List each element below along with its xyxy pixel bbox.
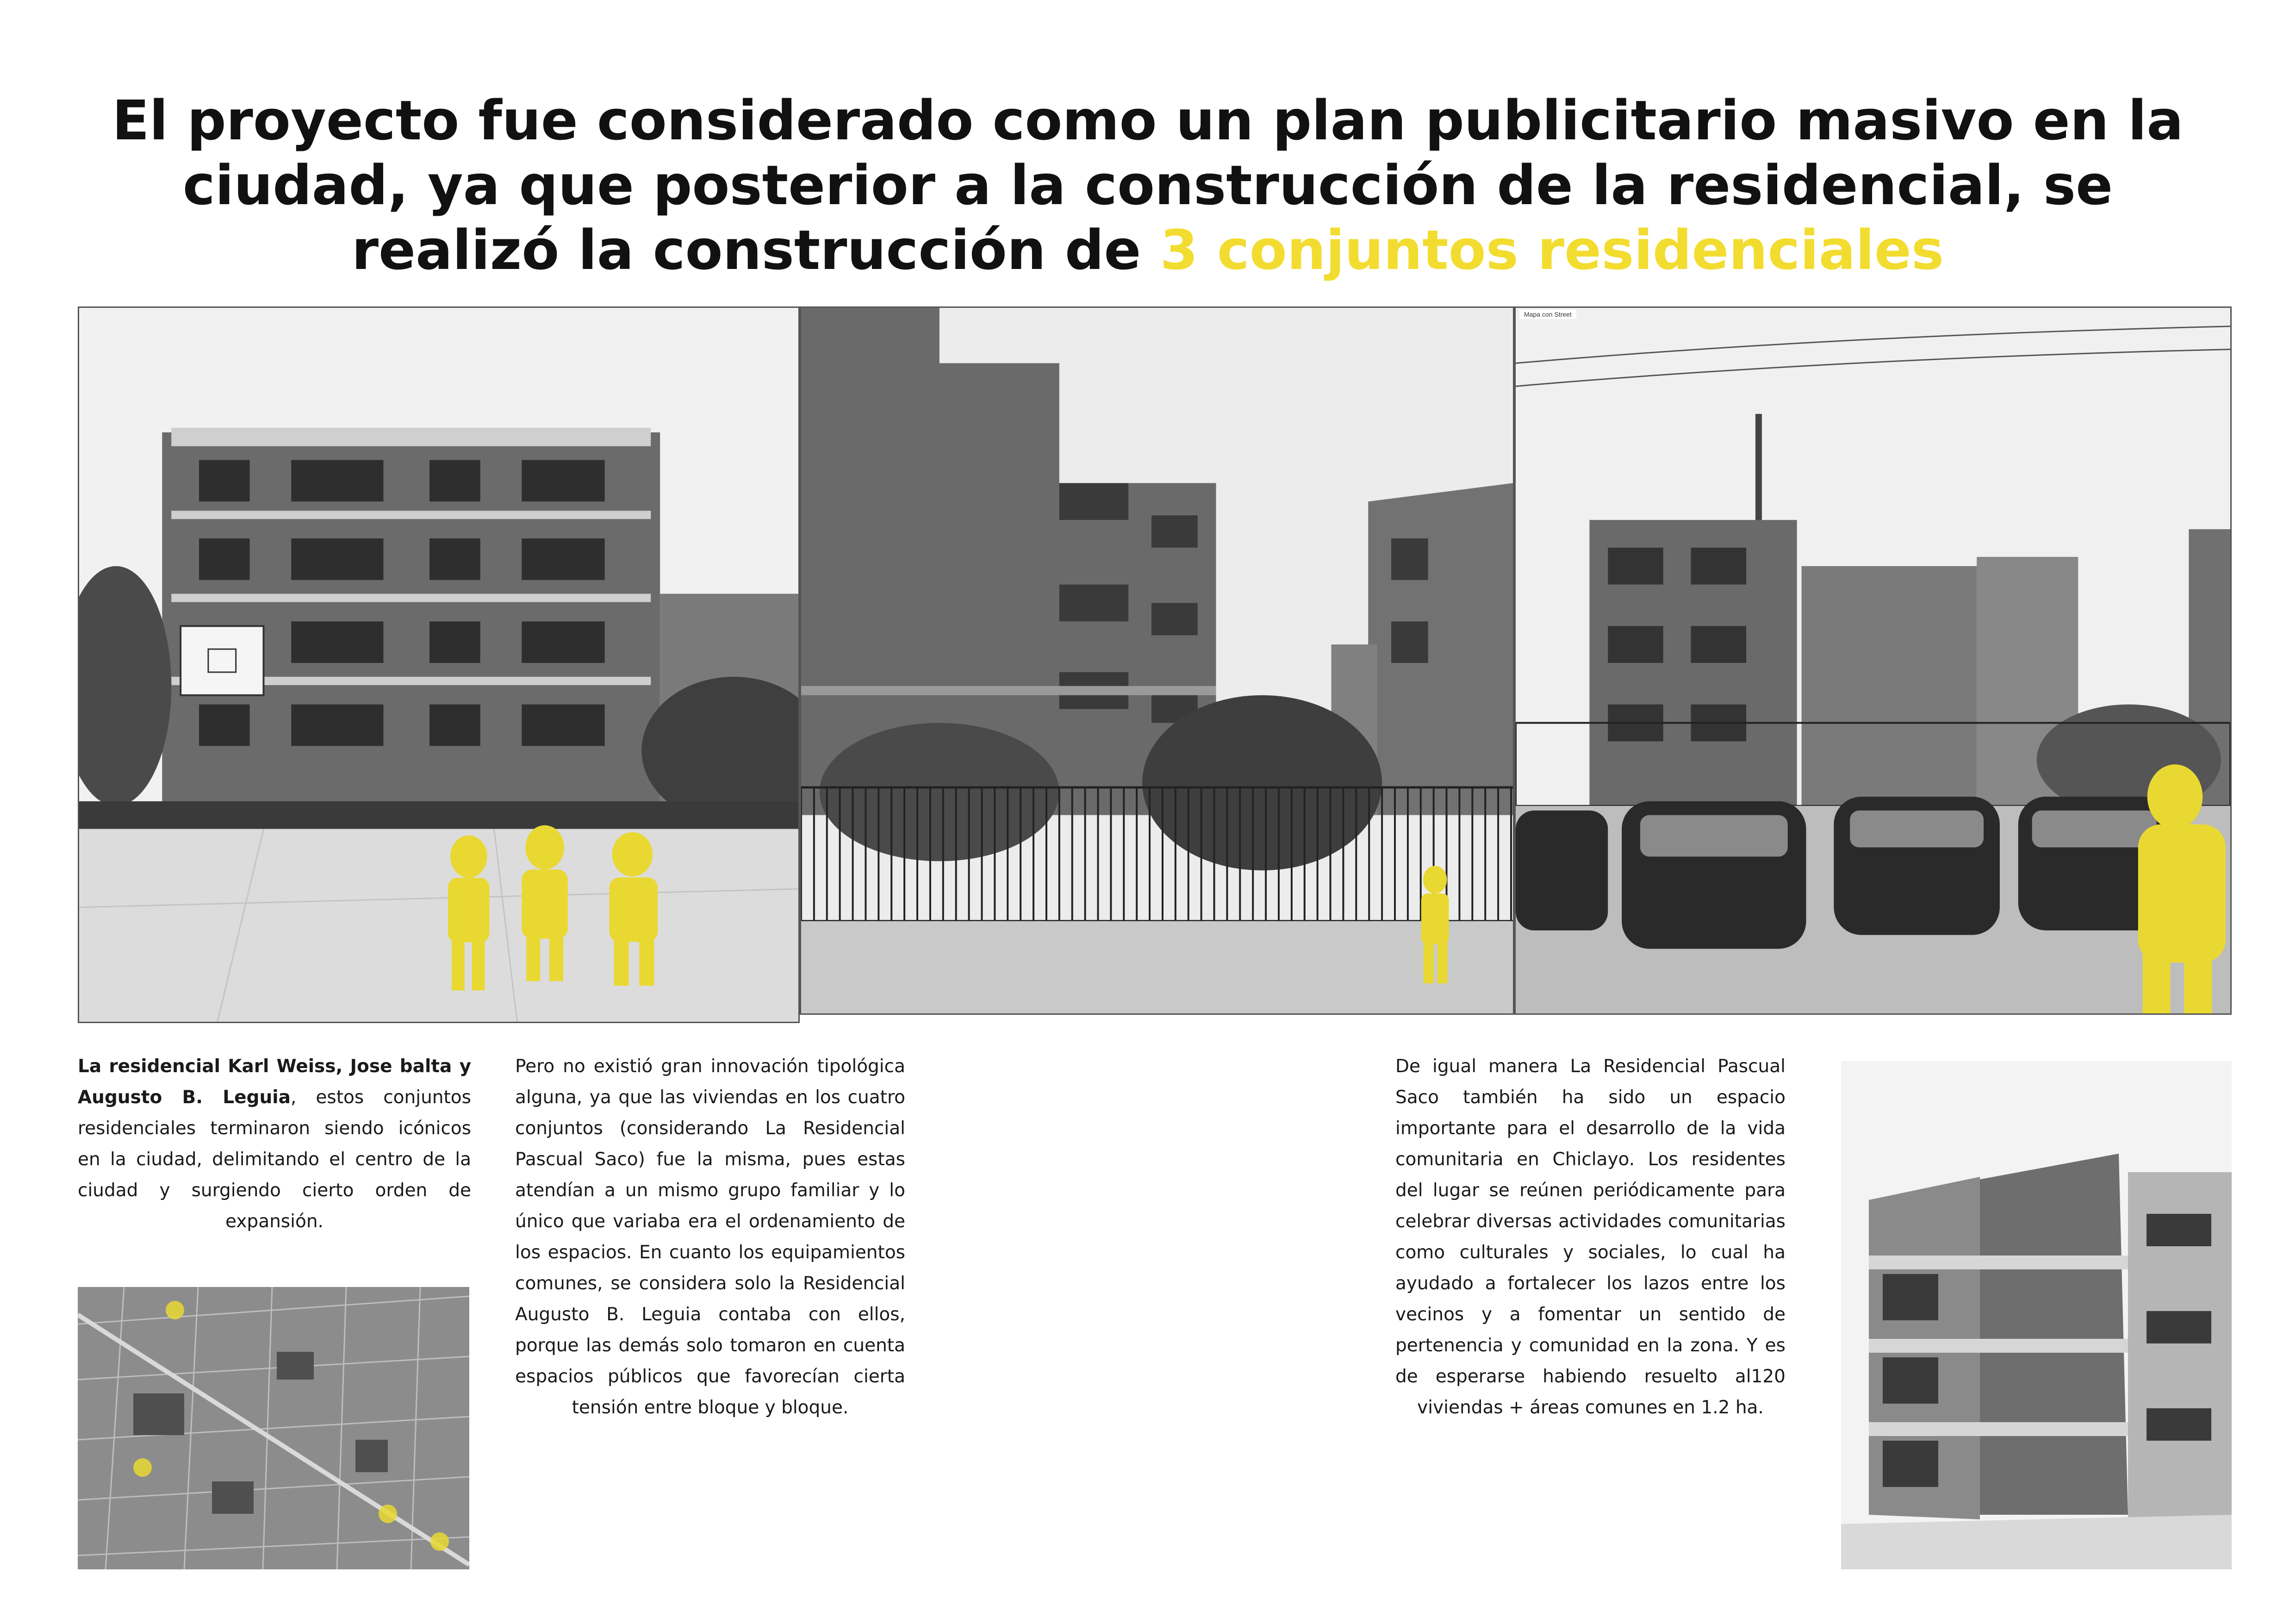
aerial-map	[78, 1287, 469, 1569]
photo-parked-cars	[1514, 306, 2232, 1015]
title-main: El proyecto fue considerado como un plan publicitario masivo en la ciudad, ya que posterior a la construcción de la residencial, se realizó la construcción de	[112, 88, 2184, 282]
paragraph-rest: , estos conjuntos residenciales terminaron siendo icónicos en la ciudad, delimitando el centro de la ciudad y surgiendo cierto orden de expansión.	[78, 1087, 471, 1232]
photo-blocks-fence	[800, 306, 1514, 1015]
page-title	[106, 88, 2189, 282]
children-figures-yellow	[448, 825, 658, 991]
paragraph-karl-weiss	[78, 1051, 471, 1237]
title-highlight: 3 conjuntos residenciales	[1160, 218, 1944, 282]
photo-courtyard-basketball	[78, 306, 800, 1023]
paragraph-innovation: Pero no existió gran innovación tipológica alguna, ya que las viviendas en los cuatro conjuntos (considerando La Residencial Pascual Saco) fue la misma, pues estas atendían a un mismo grupo familiar y lo único que variaba era el ordenamiento de los espacios. En cuanto los equipamientos comunes, se considera solo la Residencial Augusto B. Leguia contaba con ellos, porque las demás solo tomaron en cuenta espacios públicos que favorecían cierta tensión entre bloque y bloque.	[515, 1056, 905, 1418]
paragraph-pascual-saco: De igual manera La Residencial Pascual Saco también ha sido un espacio importante para el desarrollo de la vida comunitaria en Chiclayo. Los residentes del lugar se reúnen periódicamente para celebrar diversas actividades comunitarias como culturales y sociales, lo cual ha ayudado a fortalecer los lazos entre los vecinos y a fomentar un sentido de pertenencia y comunidad en la zona. Y es de esperarse habiendo resuelto al120 viviendas + áreas comunes en 1.2 ha.	[1395, 1056, 1786, 1418]
paragraph-bold-lead: La residencial Karl Weiss, Jose balta y Augusto B. Leguia	[78, 1056, 471, 1108]
photo-brick-building	[1841, 1061, 2232, 1569]
photo-label: Mapa con Street	[1519, 310, 1576, 319]
